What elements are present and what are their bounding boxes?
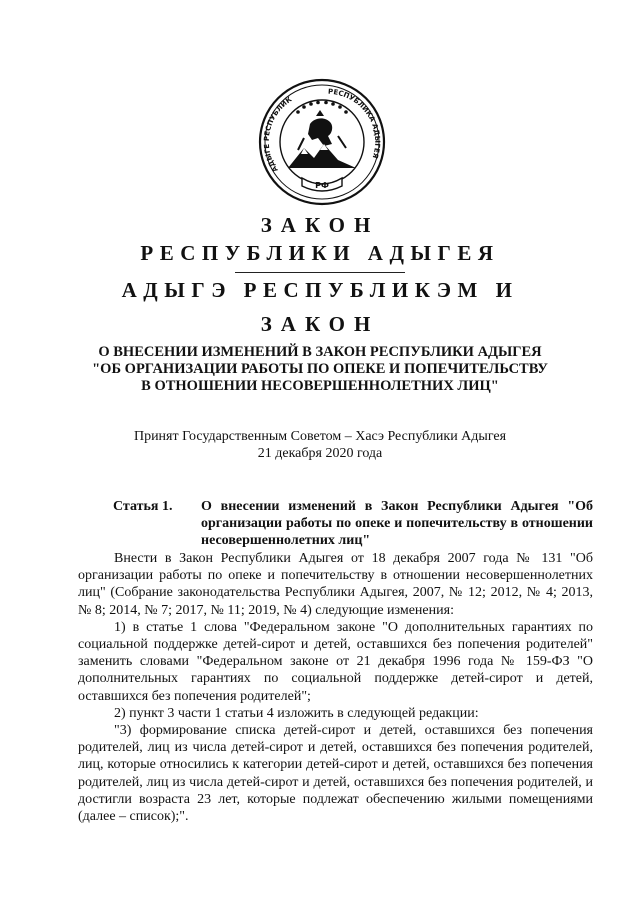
law-subject (60, 344, 580, 395)
law-header (0, 212, 640, 339)
subject-line-1: О ВНЕСЕНИИ ИЗМЕНЕНИЙ В ЗАКОН РЕСПУБЛИКИ АДЫГЕЯ (98, 344, 542, 360)
emblem-ring-text-right: РЕСПУБЛИКА АДЫГЕЯ (327, 87, 382, 160)
emblem-ring-text-left: АДЫГЕ РЕСПУБЛИК (262, 95, 294, 174)
header-line-1: ЗАКОН (260, 213, 380, 237)
adygea-coat-of-arms-icon (258, 78, 386, 206)
header-line-3: АДЫГЭ РЕСПУБЛИКЭМ И (121, 278, 519, 302)
emblem-ribbon-text: РФ (315, 181, 329, 190)
subject-line-3: В ОТНОШЕНИИ НЕСОВЕРШЕННОЛЕТНИХ ЛИЦ" (141, 378, 499, 394)
paragraph: "3) формирование списка детей-сирот и детей, оставшихся без попечения родителей, лиц из числа детей-сирот и детей, оставшихся без попечения родителей, лиц, которые относились к категории детей-сирот и детей, оставшихся без попечения родителей, лиц из числа детей-сирот и детей, оставшихся без попечения родителей, и достигли возраста 23 лет, которые подлежат обеспечению жилыми помещениями (далее – список);". (78, 723, 593, 825)
paragraph: Внести в Закон Республики Адыгея от 18 декабря 2007 года № 131 "Об организации работы по опеке и попечительству в отношении несовершеннолетних лиц" (Собрание законодательства Республики Адыгея, 2007, № 12; 2012, № 4; 2013, № 8; 2014, № 7; 2017, № 11; 2019, № 4) следующие изменения: (78, 551, 593, 618)
header-line-2: РЕСПУБЛИКИ АДЫГЕЯ (140, 241, 500, 265)
article-title: О внесении изменений в Закон Республики Адыгея "Об организации работы по опеке и попечительству в отношении несовершеннолетних лиц" (201, 499, 593, 548)
article-label: Статья 1. (113, 499, 173, 514)
svg-text:РЕСПУБЛИКА АДЫГЕЯ (328, 88, 382, 160)
article-body (78, 550, 593, 825)
paragraph: 2) пункт 3 части 1 статьи 4 изложить в следующей редакции: (114, 705, 479, 721)
adoption-info (60, 428, 580, 462)
subject-line-2: "ОБ ОРГАНИЗАЦИИ РАБОТЫ ПО ОПЕКЕ И ПОПЕЧИТЕЛЬСТВУ (92, 361, 548, 377)
adoption-date: 21 декабря 2020 года (257, 446, 383, 461)
header-divider (235, 272, 405, 273)
adopted-by: Принят Государственным Советом – Хасэ Республики Адыгея (133, 429, 507, 444)
header-line-4: ЗАКОН (260, 312, 380, 336)
svg-text:АДЫГЕ РЕСПУБЛИК (263, 95, 294, 173)
paragraph: 1) в статье 1 слова "Федеральном законе "О дополнительных гарантиях по социальной поддержке детей-сирот и детей, оставшихся без попечения родителей" заменить словами "Федеральном законе от 21 декабря 1996 года № 159-ФЗ "О дополнительных гарантиях по социальной поддержке детей-сирот и детей, оставшихся без попечения родителей"; (78, 619, 593, 704)
